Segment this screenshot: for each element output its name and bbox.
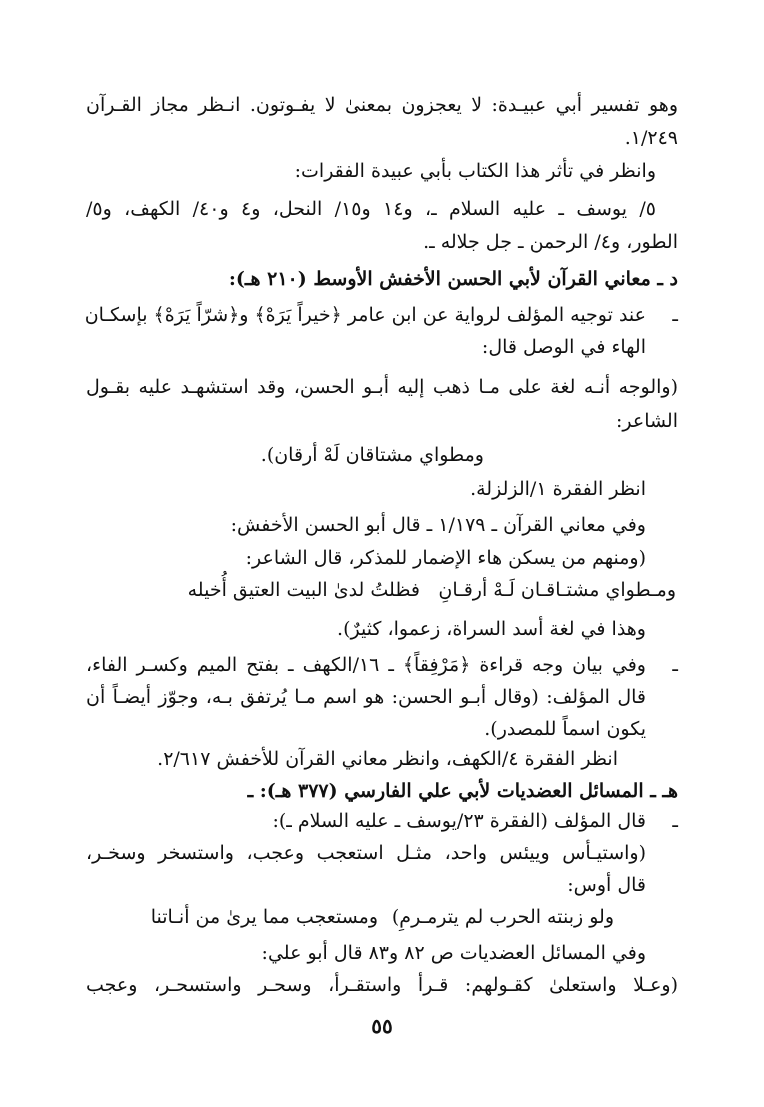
text-line: عند توجيه المؤلف لرواية عن ابن عامر ﴿خيراً يَرَهْ﴾ و﴿شرّاً يَرَهْ﴾ بإسكـان xyxy=(84,304,646,326)
bullet-marker: ـ xyxy=(672,654,678,676)
bullet-marker: ـ xyxy=(672,304,678,326)
text-line: قال أوس: xyxy=(567,874,646,896)
text-line: وهو تفسير أبي عبيـدة: لا يعجزون بمعنىٰ لا يفـوتون. انـظر مجاز القـرآن xyxy=(86,94,678,116)
verse-first-hemistich: فظلتُ لدىٰ البيت العتيق أُخيله xyxy=(187,579,420,601)
text-line: قال المؤلف (الفقرة ٢٣/يوسف ـ عليه السلام ـ): xyxy=(272,810,646,832)
verse-second-hemistich: ولو زبنته الحرب لم يترمـرمِ) xyxy=(391,906,614,928)
text-line: وانظر في تأثر هذا الكتاب بأبي عبيدة الفقرات: xyxy=(294,160,656,182)
bullet-marker: ـ xyxy=(672,810,678,832)
text-line: الطور، و٤/ الرحمن ـ جل جلاله ـ. xyxy=(423,231,678,253)
text-line: (ومنهم من يسكن هاء الإضمار للمذكر، قال الشاعر: xyxy=(245,547,646,569)
verse-first-hemistich: ومستعجب مما يرىٰ من أنـاتنا xyxy=(150,906,378,928)
page-number: ٥٥ xyxy=(371,1014,393,1038)
text-line: الشاعر: xyxy=(615,410,678,432)
text-line: (وعـلا واستعلىٰ كقـولهم: قـرأ واستقـرأ، وسحـر واستسحـر، وعجب xyxy=(86,974,678,996)
section-heading-h: هـ ـ المسائل العضديات لأبي علي الفارسي (٣٧٧ هـ): ـ xyxy=(247,780,678,802)
text-line: يكون اسماً للمصدر). xyxy=(484,718,646,740)
verse-fragment: ومطواي مشتاقان لَهْ أرقان). xyxy=(260,444,484,466)
text-line: ٥/ يوسف ـ عليه السلام ـ، و١٤ و١٥/ النحل، و٤ و٤٠/ الكهف، و٥/ xyxy=(86,198,656,220)
text-line: وهذا في لغة أسد السراة، زعموا، كثيرٌ). xyxy=(337,618,646,640)
text-line: وفي بيان وجه قراءة ﴿مَرْفِقاً﴾ ـ ١٦/الكهف ـ بفتح الميم وكسـر الفاء، xyxy=(86,654,646,676)
text-line: (والوجه أنـه لغة على مـا ذهب إليه أبـو الحسن، وقد استشهـد عليه بقـول xyxy=(86,376,678,398)
text-line: (واستيـأس وييئس واحد، مثـل استعجب وعجب، واستسخر وسخـر، xyxy=(86,842,646,864)
verse-second-hemistich: ومـطواي مشتـاقـان لَـهْ أرقـانِ xyxy=(438,579,676,601)
text-line: انظر الفقرة ١/الزلزلة. xyxy=(470,478,646,500)
text-line: الهاء في الوصل قال: xyxy=(481,336,646,358)
text-line: وفي معاني القرآن ـ ١/١٧٩ ـ قال أبو الحسن الأخفش: xyxy=(230,514,646,536)
text-line: قال المؤلف: (وقال أبـو الحسن: هو اسم مـا يُرتفق بـه، وجوّز أيضـاً أن xyxy=(86,686,646,708)
text-line: وفي المسائل العضديات ص ٨٢ و٨٣ قال أبو علي: xyxy=(261,942,646,964)
section-heading-d: د ـ معاني القرآن لأبي الحسن الأخفش الأوسط (٢١٠ هـ): xyxy=(228,268,678,290)
text-line: انظر الفقرة ٤/الكهف، وانظر معاني القرآن للأخفش ٢/٦١٧. xyxy=(157,748,618,770)
text-line: ١/٢٤٩. xyxy=(624,127,678,149)
